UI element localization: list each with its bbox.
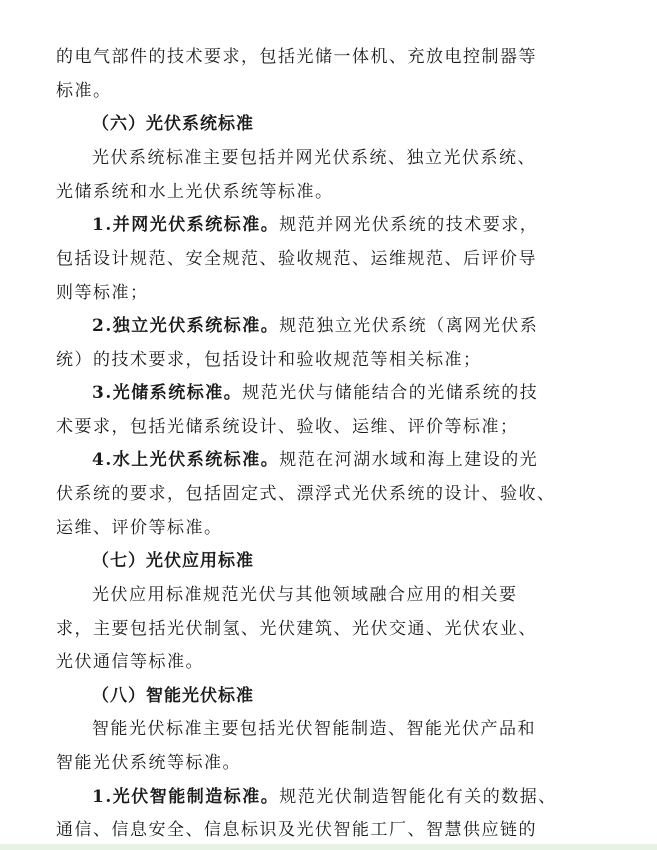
body-line: 光储系统和水上光伏系统等标准。 [56, 182, 334, 202]
list-item-smart-1: 1.光伏智能制造标准。规范光伏制造智能化有关的数据、 [92, 787, 557, 807]
body-line: 求，主要包括光伏制氢、光伏建筑、光伏交通、光伏农业、 [56, 619, 537, 639]
list-item-title: 3.光储系统标准。 [92, 383, 243, 403]
list-item-3: 3.光储系统标准。规范光伏与储能结合的光储系统的技 [92, 383, 539, 403]
list-item-title: 4.水上光伏系统标准。 [92, 450, 280, 470]
body-line: 光伏系统标准主要包括并网光伏系统、独立光伏系统、 [92, 148, 536, 168]
body-line: 术要求，包括光储系统设计、验收、运维、评价等标准； [56, 417, 519, 437]
list-item-2: 2.独立光伏系统标准。规范独立光伏系统（离网光伏系 [92, 316, 539, 336]
list-item-title: 2.独立光伏系统标准。 [92, 316, 280, 336]
body-line: 标准。 [56, 81, 112, 101]
list-item-1: 1.并网光伏系统标准。规范并网光伏系统的技术要求， [92, 215, 539, 235]
body-line: 通信、信息安全、信息标识及光伏智能工厂、智慧供应链的 [56, 820, 537, 840]
page-bottom-band [0, 844, 657, 850]
body-line: 光伏应用标准规范光伏与其他领域融合应用的相关要 [92, 585, 518, 605]
section-heading-7: （七）光伏应用标准 [92, 551, 254, 571]
list-item-title: 1.并网光伏系统标准。 [92, 215, 280, 235]
body-line: 的电气部件的技术要求，包括光储一体机、充放电控制器等 [56, 47, 537, 67]
section-heading-6: （六）光伏系统标准 [92, 114, 254, 134]
body-line: 光伏通信等标准。 [56, 652, 204, 672]
body-line: 包括设计规范、安全规范、验收规范、运维规范、后评价导 [56, 249, 537, 269]
body-line: 则等标准； [56, 283, 149, 303]
body-line: 统）的技术要求，包括设计和验收规范等相关标准； [56, 350, 482, 370]
list-item-4: 4.水上光伏系统标准。规范在河湖水域和海上建设的光 [92, 450, 539, 470]
body-line: 运维、评价等标准。 [56, 518, 223, 538]
list-item-title: 1.光伏智能制造标准。 [92, 787, 280, 807]
body-line: 智能光伏标准主要包括光伏智能制造、智能光伏产品和 [92, 719, 536, 739]
body-line: 智能光伏系统等标准。 [56, 753, 241, 773]
section-heading-8: （八）智能光伏标准 [92, 686, 254, 706]
body-line: 伏系统的要求，包括固定式、漂浮式光伏系统的设计、验收、 [56, 484, 556, 504]
